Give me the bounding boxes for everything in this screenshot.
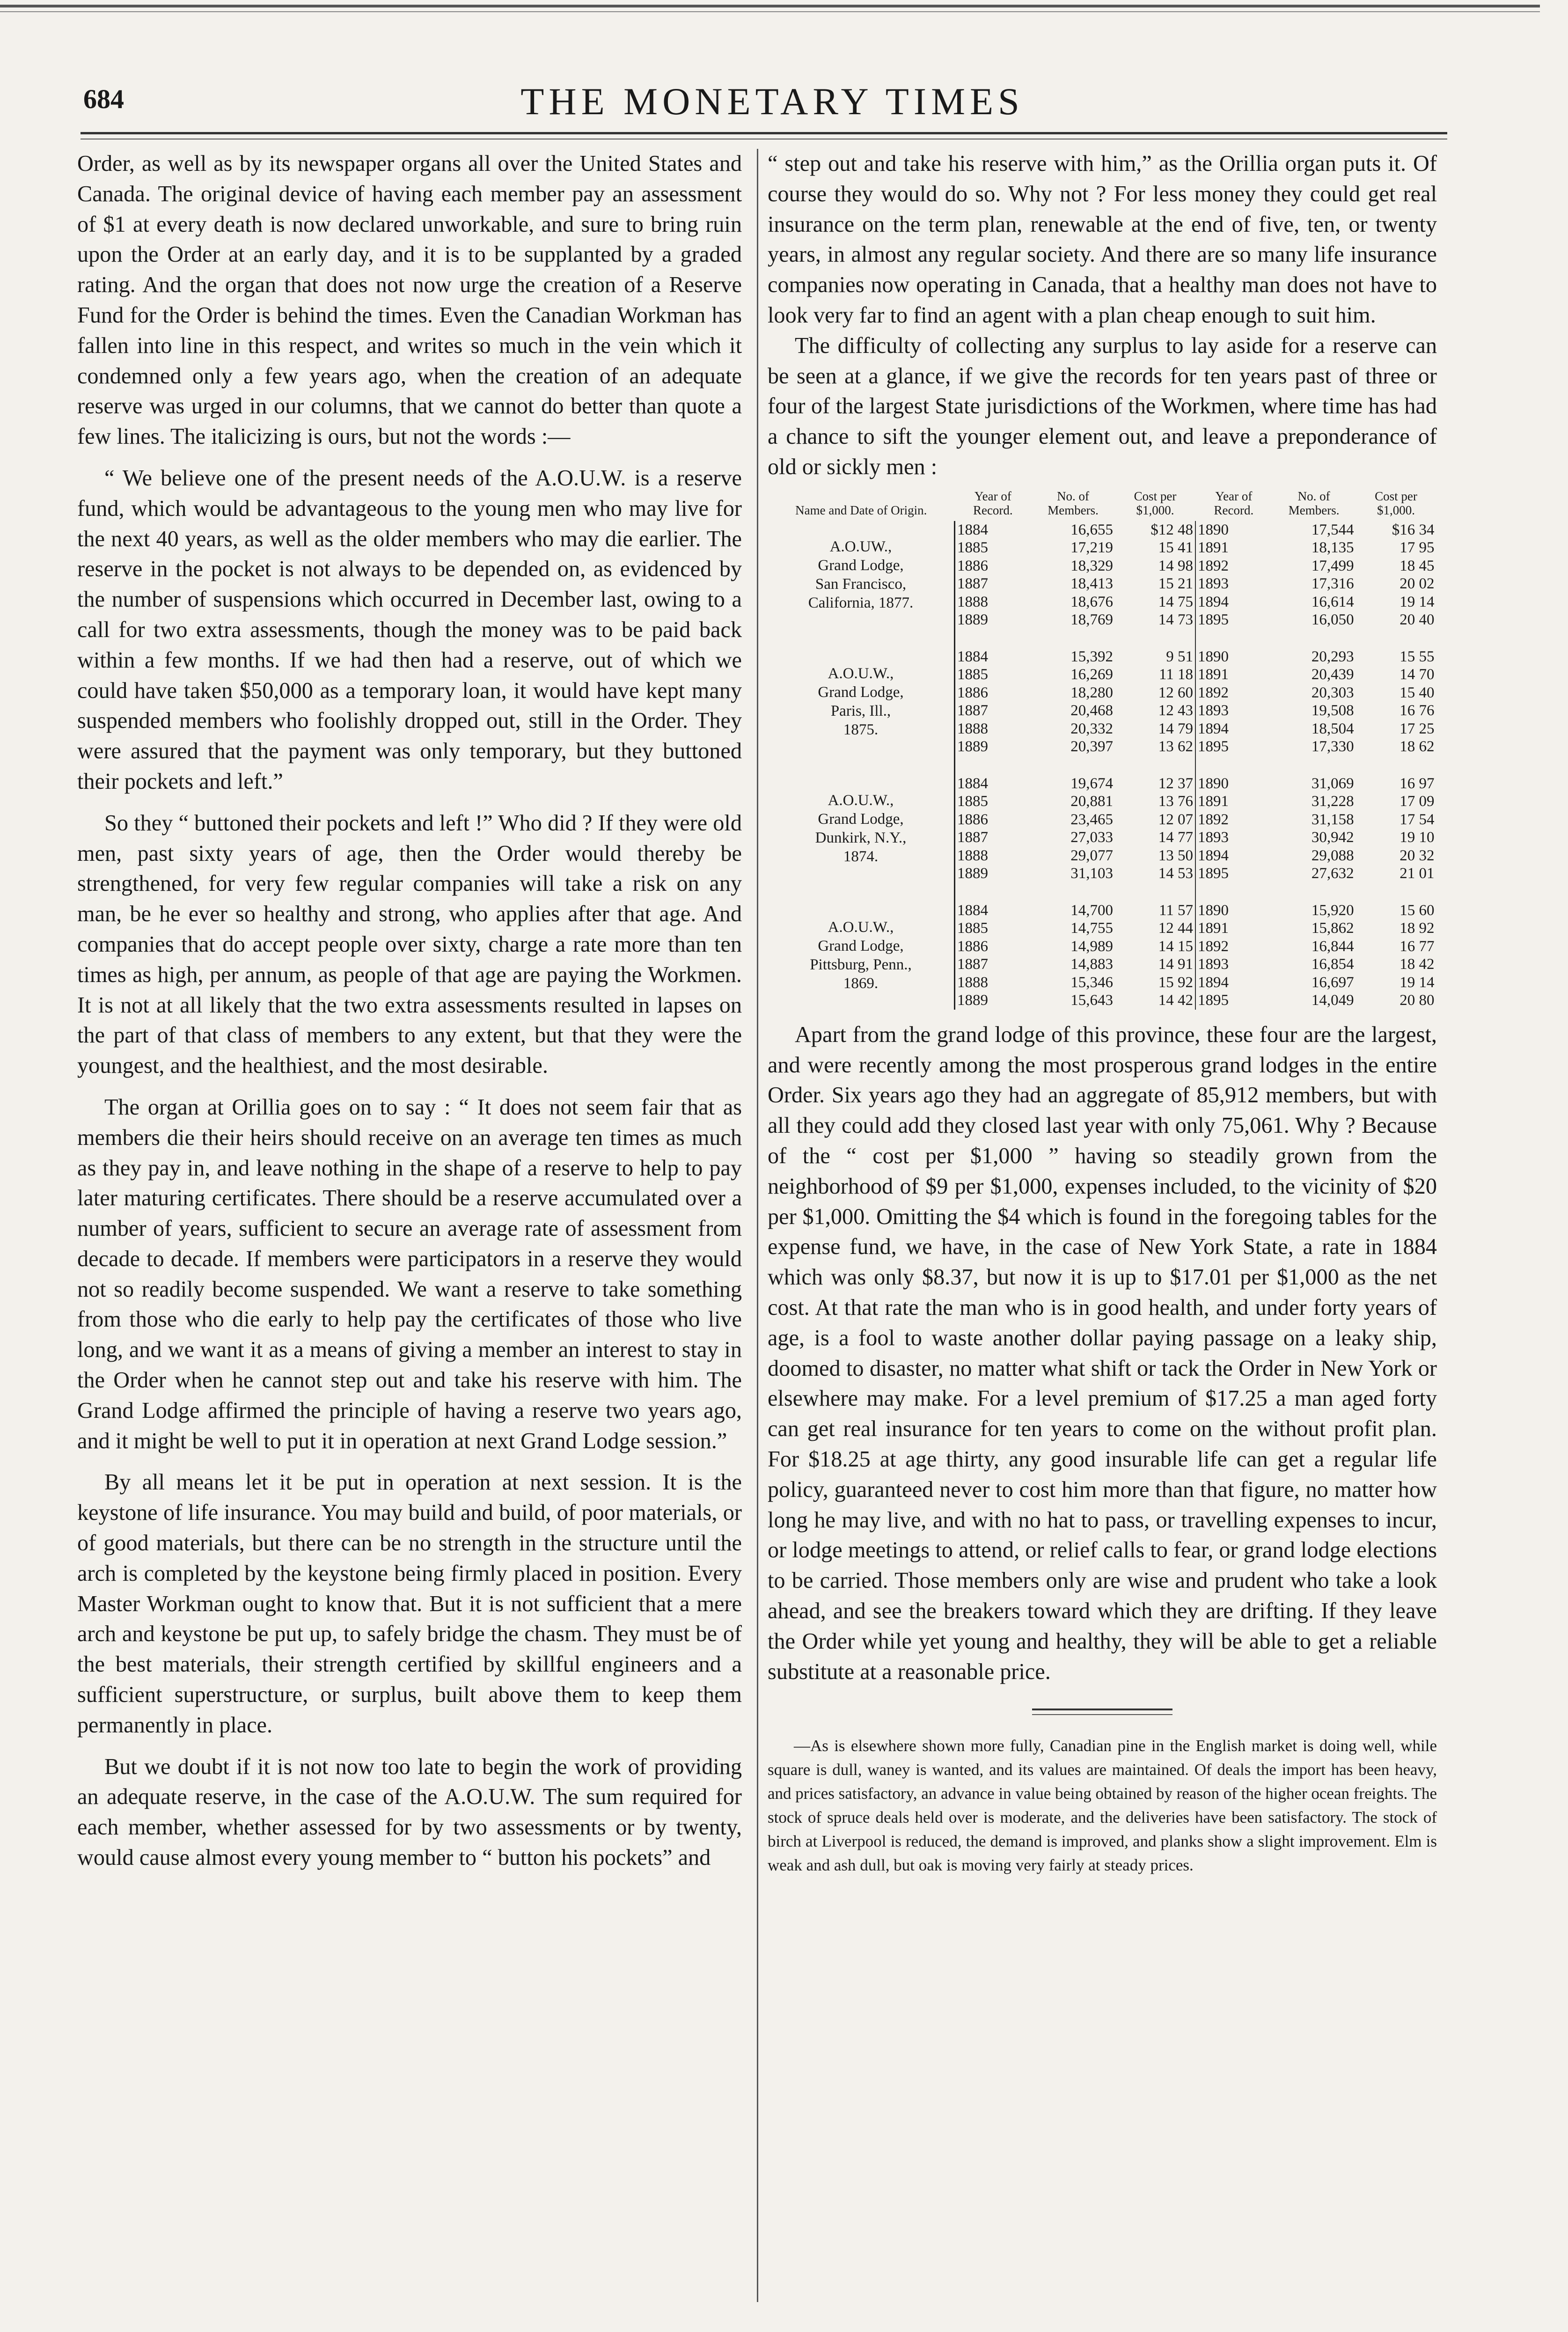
year-cell: 1890 — [1195, 629, 1272, 666]
cost-cell: 14 91 — [1158, 956, 1194, 973]
year-cell: 1892 — [1195, 938, 1272, 956]
members-cell: 15,346 — [1070, 974, 1114, 991]
article-paragraph: Apart from the grand lodge of this province, these four are the largest, and were recently among the most prosperous grand lodges in the entire Order. Six years ago they had an aggregate of 85,912 members, but with all they could add they closed last year with only 75,061. Why ? Because of the “ cost per $1,000 ” having so steadily grown from the neighborhood of $9 per $1,000, expenses included, to the vicinity of $20 per $1,000. Omitting the $4 which is found in the foregoing tables for the expense fund, we have, in the case of New York State, a rate in 1884 which was only $8.37, but now it is up to $17.01 per $1,000 as the net cost. At that rate the man who is in good health, and under forty years of age, is a fool to waste another dollar paying passage on a leaky ship, doomed to disaster, no matter what shift or tack the Order in New York or elsewhere may make. For a level premium of $17.25 a man aged forty can get real insurance for ten years to come on the without profit plan. For $18.25 at age thirty, any good insurable life can get a regular life policy, guaranteed never to cost him more than that figure, no matter how long he may live, and with no hat to pass, or travelling expenses to incur, or lodge meetings to attend, or relief calls to fear, or grand lodge elections to be carried. Those members only are wise and prudent who take a look ahead, and see the breakers toward which they are drifting. If they leave the Order while yet young and healthy, they will be able to get a reliable substitute at a reasonable price. — [768, 1022, 1437, 1684]
year-cell: 1886 — [955, 557, 1032, 575]
members-cell: 14,755 — [1070, 920, 1114, 937]
lodge-name-line: Pittsburg, Penn., — [810, 956, 912, 974]
cost-cell: 12 37 — [1158, 775, 1194, 792]
lodge-name-line: 1869. — [843, 975, 879, 992]
members-cell: 15,862 — [1311, 920, 1354, 937]
members-cell: 17,316 — [1311, 575, 1354, 593]
year-cell: 1885 — [955, 666, 1032, 684]
year-cell: 1894 — [1195, 847, 1272, 865]
members-cell: 18,504 — [1311, 720, 1354, 737]
members-cell: 18,413 — [1070, 575, 1114, 593]
year-cell: 1893 — [1195, 955, 1272, 974]
members-cell: 17,330 — [1311, 738, 1354, 755]
cost-cell: 16 76 — [1399, 702, 1435, 719]
table-row — [768, 629, 1436, 666]
lodge-records-table — [768, 489, 1437, 1010]
article-paragraph: By all means let it be put in operation at next session. It is the keystone of life insurance. You may build and build, of poor materials, or of good materials, but there can be no strength in the structure until the arch is completed by the keystone being firmly placed in position. Every Master Workman ought to know that. But it is not sufficient that a mere arch and keystone be put up, to safely bridge the chasm. They must be of the best materials, their strength certified by skillful engineers and a sufficient superstructure, or surplus, built above them to keep them permanently in place. — [77, 1470, 742, 1738]
year-cell: 1891 — [1195, 539, 1272, 557]
cost-cell: 11 18 — [1159, 666, 1194, 683]
year-cell: 1894 — [1195, 593, 1272, 611]
cost-cell: 13 76 — [1158, 793, 1194, 810]
cost-cell: 15 60 — [1399, 902, 1435, 919]
lodge-name-line: 1874. — [843, 848, 879, 865]
members-cell: 20,303 — [1311, 684, 1354, 701]
cost-cell: 14 75 — [1158, 593, 1194, 610]
cost-cell: 16 77 — [1399, 938, 1435, 955]
members-cell: 14,883 — [1070, 956, 1114, 973]
lodge-name-line: California, 1877. — [808, 594, 914, 612]
article-paragraph: The organ at Orillia goes on to say : “ It does not seem fair that as members die their heirs should receive on an average ten times as much as they pay in, and leave nothing in the shape of a reserve to help to pay later maturing certificates. There should be a reserve accumulated over a number of years, sufficient to secure an average rate of assessment from decade to decade. If members were participators in a reserve they would not so readily become suspended. We want a reserve to take something from those who die early to help pay the certificates of those who live long, and we want it as a means of giving a member an interest to stay in the Order when he cannot step out and take his reserve with him. The Grand Lodge affirmed the principle of having a reserve two years ago, and it might be well to put it in operation at next Grand Lodge session.” — [77, 1094, 742, 1453]
cost-cell: 14 79 — [1158, 720, 1194, 737]
column-header: Name and Date of Origin. — [795, 503, 927, 517]
cost-cell: 20 80 — [1399, 992, 1435, 1009]
quoted-paragraph: “ We believe one of the present needs of the A.O.U.W. is a reserve fund, which would be advantageous to the young men who may live for the next 40 years, as well as the older members who may die earlier. The reserve in the pocket is not always to be depended on, as evidenced by the number of suspensions which occurred in December last, owing to a call for two extra assessments, though the money was to be paid back within a few months. If we had then had a reserve, out of which we could have taken $50,000 as a temporary loan, it would have kept many suspended members who foolishly dropped out, still in the Order. They were assured that the payment was only temporary, but they buttoned their pockets and left.” — [77, 465, 742, 794]
table-row — [768, 883, 1436, 920]
lodge-name-cell — [768, 883, 955, 1010]
year-cell: 1895 — [1195, 991, 1272, 1010]
year-cell: 1887 — [955, 575, 1032, 593]
table-row — [768, 521, 1436, 539]
members-cell: 20,468 — [1070, 702, 1114, 719]
members-cell: 16,050 — [1311, 611, 1354, 629]
members-cell: 30,942 — [1311, 829, 1354, 846]
year-cell: 1892 — [1195, 684, 1272, 702]
lodge-name-cell — [768, 521, 955, 629]
cost-cell: 14 70 — [1399, 666, 1435, 683]
article-paragraph: Order, as well as by its newspaper organs all over the United States and Canada. The original device of having each member pay an assessment of $1 at every death is now declared unworkable, and sure to bring ruin upon the Order at an early day, and it is to be supplanted by a graded rating. And the organ that does not now urge the creation of a Reserve Fund for the Order is behind the times. Even the Canadian Workman has fallen into line in this respect, and writes so much in the vein which it condemned only a few years ago, when the creation of an adequate reserve was urged in our columns, that we cannot do better than quote a few lines. The italicizing is ours, but not the words :— — [77, 151, 742, 449]
lodge-name-line: A.O.U.W., — [828, 792, 894, 809]
lodge-name-line: Dunkirk, N.Y., — [815, 829, 907, 847]
lodge-name-line: 1875. — [843, 721, 879, 739]
members-cell: 19,674 — [1070, 775, 1114, 792]
year-cell: 1886 — [955, 811, 1032, 829]
year-cell: 1890 — [1195, 883, 1272, 920]
members-cell: 17,219 — [1070, 539, 1114, 557]
members-cell: 31,158 — [1311, 811, 1354, 828]
members-cell: 16,614 — [1311, 593, 1354, 610]
cost-cell: 15 41 — [1158, 539, 1194, 557]
cost-cell: 18 92 — [1399, 920, 1435, 937]
left-column — [77, 149, 742, 1873]
members-cell: 20,397 — [1070, 738, 1114, 755]
year-cell: 1884 — [955, 521, 1032, 539]
year-cell: 1892 — [1195, 557, 1272, 575]
cost-cell: $12 48 — [1150, 521, 1194, 538]
year-cell: 1888 — [955, 593, 1032, 611]
header-rule — [81, 132, 1447, 134]
year-cell: 1884 — [955, 883, 1032, 920]
cost-cell: 18 62 — [1399, 738, 1435, 755]
cost-cell: 16 97 — [1399, 775, 1435, 792]
table-body — [768, 521, 1436, 1010]
cost-cell: 14 15 — [1158, 938, 1194, 955]
year-cell: 1885 — [955, 539, 1032, 557]
year-cell: 1887 — [955, 829, 1032, 847]
lodge-name-cell — [768, 756, 955, 883]
members-cell: 16,844 — [1311, 938, 1354, 955]
trade-note: —As is elsewhere shown more fully, Canadian pine in the English market is doing well, while square is dull, waney is wanted, and its values are maintained. Of deals the import has been heavy, and prices satisfactory, an advance in value being obtained by reason of the higher ocean freights. The stock of spruce deals held over is moderate, and the deliveries have been satisfactory. The stock of birch at Liverpool is reduced, the demand is improved, and planks show a slight improvement. Elm is weak and ash dull, but oak is moving very fairly at steady prices. — [768, 1737, 1437, 1875]
cost-cell: 12 07 — [1158, 811, 1194, 828]
table-header-row — [768, 489, 1436, 521]
members-cell: 16,269 — [1070, 666, 1114, 683]
year-cell: 1889 — [955, 738, 1032, 756]
members-cell: 18,676 — [1070, 593, 1114, 610]
members-cell: 23,465 — [1070, 811, 1114, 828]
year-cell: 1890 — [1195, 756, 1272, 793]
members-cell: 18,280 — [1070, 684, 1114, 701]
article-paragraph: The difficulty of collecting any surplus to lay aside for a reserve can be seen at a glance, if we give the records for ten years past of three or four of the largest State jurisdictions of the Workmen, where time has had a chance to sift the younger element out, and leave a preponderance of old or sickly men : — [768, 333, 1437, 479]
lodge-name-line: Grand Lodge, — [818, 811, 904, 828]
cost-cell: 14 53 — [1158, 865, 1194, 882]
year-cell: 1894 — [1195, 720, 1272, 738]
year-cell: 1895 — [1195, 738, 1272, 756]
year-cell: 1894 — [1195, 974, 1272, 992]
members-cell: 31,228 — [1311, 793, 1354, 810]
column-header: No. of Members. — [1288, 489, 1340, 517]
members-cell: 18,769 — [1070, 611, 1114, 629]
cost-cell: 17 95 — [1399, 539, 1435, 557]
cost-cell: 15 92 — [1158, 974, 1194, 991]
page-number: 684 — [83, 84, 124, 114]
year-cell: 1887 — [955, 955, 1032, 974]
members-cell: 14,049 — [1311, 992, 1354, 1009]
article-paragraph: So they “ buttoned their pockets and left !” Who did ? If they were old men, past sixty years of age, then the Order would thereby be strengthened, for very few regular companies will take a risk on any man, be he ever so healthy and strong, who applies after that age. And companies that do accept people over sixty, charge a rate more than ten times as high, per annum, as people of that age are paying the Workmen. It is not at all likely that the two extra assessments resulted in lapses on the part of that class of members to any extent, but that they were the youngest, and the healthiest, and the most desirable. — [77, 810, 742, 1078]
year-cell: 1888 — [955, 847, 1032, 865]
right-column — [768, 149, 1437, 1877]
cost-cell: 14 42 — [1158, 992, 1194, 1009]
cost-cell: 19 14 — [1399, 974, 1435, 991]
lodge-name-line: San Francisco, — [815, 576, 907, 593]
cost-cell: 20 32 — [1399, 847, 1435, 864]
cost-cell: 13 50 — [1158, 847, 1194, 864]
section-separator-thin — [1032, 1714, 1172, 1715]
cost-cell: 20 40 — [1399, 611, 1435, 629]
lodge-name-line: A.O.U.W., — [828, 919, 894, 936]
cost-cell: 14 98 — [1158, 557, 1194, 574]
members-cell: 19,508 — [1311, 702, 1354, 719]
column-header: Year of Record. — [1214, 489, 1254, 517]
cost-cell: 21 01 — [1399, 865, 1435, 882]
article-paragraph: But we doubt if it is not now too late to begin the work of providing an adequate reserve, in the case of the A.O.U.W. The sum required for each member, whether assessed for by two assessments or by twenty, would cause almost every young member to “ button his pockets” and — [77, 1754, 742, 1870]
year-cell: 1885 — [955, 792, 1032, 811]
members-cell: 20,293 — [1311, 648, 1354, 665]
cost-cell: 15 21 — [1158, 575, 1194, 593]
cost-cell: 15 55 — [1399, 648, 1435, 665]
year-cell: 1893 — [1195, 575, 1272, 593]
cost-cell: 19 10 — [1399, 829, 1435, 846]
cost-cell: 9 51 — [1166, 648, 1194, 665]
members-cell: 15,392 — [1070, 648, 1114, 665]
year-cell: 1885 — [955, 919, 1032, 938]
cost-cell: 11 57 — [1159, 902, 1194, 919]
cost-cell: 17 25 — [1399, 720, 1435, 737]
members-cell: 17,499 — [1311, 557, 1354, 574]
cost-cell: 17 09 — [1399, 793, 1435, 810]
lodge-name-line: Grand Lodge, — [818, 684, 904, 701]
year-cell: 1889 — [955, 611, 1032, 629]
year-cell: 1892 — [1195, 811, 1272, 829]
lodge-name-line: Grand Lodge, — [818, 557, 904, 574]
cost-cell: 14 73 — [1158, 611, 1194, 629]
cost-cell: 19 14 — [1399, 593, 1435, 610]
members-cell: 18,329 — [1070, 557, 1114, 574]
members-cell: 20,332 — [1070, 720, 1114, 737]
year-cell: 1889 — [955, 865, 1032, 883]
members-cell: 31,069 — [1311, 775, 1354, 792]
members-cell: 14,700 — [1070, 902, 1114, 919]
members-cell: 29,077 — [1070, 847, 1114, 864]
members-cell: 31,103 — [1070, 865, 1114, 882]
lodge-records-table-wrapper — [768, 489, 1437, 1010]
cost-cell: 12 44 — [1158, 920, 1194, 937]
column-header: No. of Members. — [1048, 489, 1099, 517]
year-cell: 1891 — [1195, 792, 1272, 811]
year-cell: 1895 — [1195, 865, 1272, 883]
year-cell: 1886 — [955, 684, 1032, 702]
cost-cell: 18 45 — [1399, 557, 1435, 574]
cost-cell: $16 34 — [1392, 521, 1435, 538]
cost-cell: 17 54 — [1399, 811, 1435, 828]
year-cell: 1891 — [1195, 666, 1272, 684]
year-cell: 1895 — [1195, 611, 1272, 629]
year-cell: 1887 — [955, 702, 1032, 720]
members-cell: 14,989 — [1070, 938, 1114, 955]
year-cell: 1893 — [1195, 829, 1272, 847]
members-cell: 15,920 — [1311, 902, 1354, 919]
section-separator — [1032, 1709, 1172, 1710]
column-header: Year of Record. — [973, 489, 1013, 517]
year-cell: 1893 — [1195, 702, 1272, 720]
lodge-name-line: Grand Lodge, — [818, 938, 904, 955]
cost-cell: 12 60 — [1158, 684, 1194, 701]
table-row — [768, 756, 1436, 793]
column-header: Cost per $1,000. — [1375, 489, 1417, 517]
year-cell: 1888 — [955, 720, 1032, 738]
lodge-name-cell — [768, 629, 955, 756]
members-cell: 18,135 — [1311, 539, 1354, 557]
year-cell: 1891 — [1195, 919, 1272, 938]
year-cell: 1886 — [955, 938, 1032, 956]
cost-cell: 14 77 — [1158, 829, 1194, 846]
year-cell: 1884 — [955, 756, 1032, 793]
year-cell: 1888 — [955, 974, 1032, 992]
cost-cell: 13 62 — [1158, 738, 1194, 755]
members-cell: 16,697 — [1311, 974, 1354, 991]
masthead: THE MONETARY TIMES — [520, 80, 1024, 123]
members-cell: 15,643 — [1070, 992, 1114, 1009]
column-divider — [757, 149, 758, 2302]
cost-cell: 15 40 — [1399, 684, 1435, 701]
year-cell: 1890 — [1195, 521, 1272, 539]
members-cell: 27,632 — [1311, 865, 1354, 882]
year-cell: 1889 — [955, 991, 1032, 1010]
cost-cell: 12 43 — [1158, 702, 1194, 719]
column-header: Cost per $1,000. — [1134, 489, 1177, 517]
top-border-rule — [0, 5, 1540, 7]
lodge-name-line: Paris, Ill., — [830, 703, 891, 720]
members-cell: 20,881 — [1070, 793, 1114, 810]
members-cell: 16,854 — [1311, 956, 1354, 973]
year-cell: 1884 — [955, 629, 1032, 666]
top-border-rule-thin — [0, 11, 1540, 12]
lodge-name-line: A.O.UW., — [829, 538, 892, 556]
cost-cell: 18 42 — [1399, 956, 1435, 973]
members-cell: 20,439 — [1311, 666, 1354, 683]
members-cell: 17,544 — [1311, 521, 1354, 538]
members-cell: 29,088 — [1311, 847, 1354, 864]
article-paragraph: “ step out and take his reserve with him,” as the Orillia organ puts it. Of course they would do so. Why not ? For less money they could get real insurance on the term plan, renewable at the end of five, ten, or twenty years, in almost any regular society. And there are so many life insurance companies now operating in Canada, that a healthy man does not have to look very far to find an agent with a plan cheap enough to suit him. — [768, 151, 1437, 328]
lodge-name-line: A.O.U.W., — [828, 665, 894, 682]
cost-cell: 20 02 — [1399, 575, 1435, 593]
members-cell: 27,033 — [1070, 829, 1114, 846]
members-cell: 16,655 — [1070, 521, 1114, 538]
